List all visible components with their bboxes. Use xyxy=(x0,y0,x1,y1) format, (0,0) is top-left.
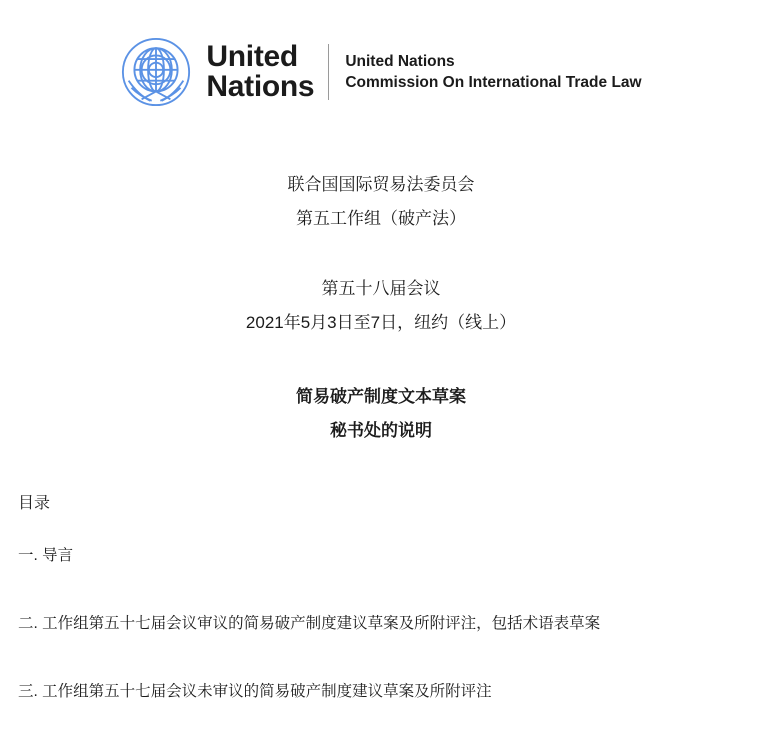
working-group-heading-line: 第五工作组（破产法） xyxy=(296,209,466,228)
un-wordmark xyxy=(206,42,328,102)
session-info xyxy=(0,272,762,340)
document-title xyxy=(0,380,762,448)
committee-heading xyxy=(0,168,762,236)
document-title-main: 简易破产制度文本草案 xyxy=(296,387,466,406)
session-dates-location: 2021年5月3日至7日，纽约（线上） xyxy=(245,313,517,332)
committee-heading-line: 联合国国际贸易法委员会 xyxy=(287,175,475,194)
table-of-contents-list xyxy=(18,544,762,704)
organization-name-line2: Commission On International Trade Law xyxy=(345,74,642,91)
organization-name-line1: United Nations xyxy=(345,53,455,70)
table-of-contents xyxy=(0,492,762,704)
list-item[interactable]: 二. 工作组第五十七届会议审议的简易破产制度建议草案及所附评注，包括术语表草案 xyxy=(18,615,601,632)
table-of-contents-title: 目录 xyxy=(18,495,51,512)
list-item[interactable]: 一. 导言 xyxy=(18,547,74,564)
un-wordmark-line1: United xyxy=(206,40,298,73)
un-wordmark-line2: Nations xyxy=(206,70,315,103)
organization-name xyxy=(345,51,641,93)
masthead xyxy=(0,0,762,118)
un-emblem-icon xyxy=(120,36,192,108)
list-item[interactable]: 三. 工作组第五十七届会议未审议的简易破产制度建议草案及所附评注 xyxy=(18,683,492,700)
document-title-sub: 秘书处的说明 xyxy=(330,421,432,440)
masthead-divider xyxy=(328,44,329,100)
session-number: 第五十八届会议 xyxy=(321,279,441,298)
